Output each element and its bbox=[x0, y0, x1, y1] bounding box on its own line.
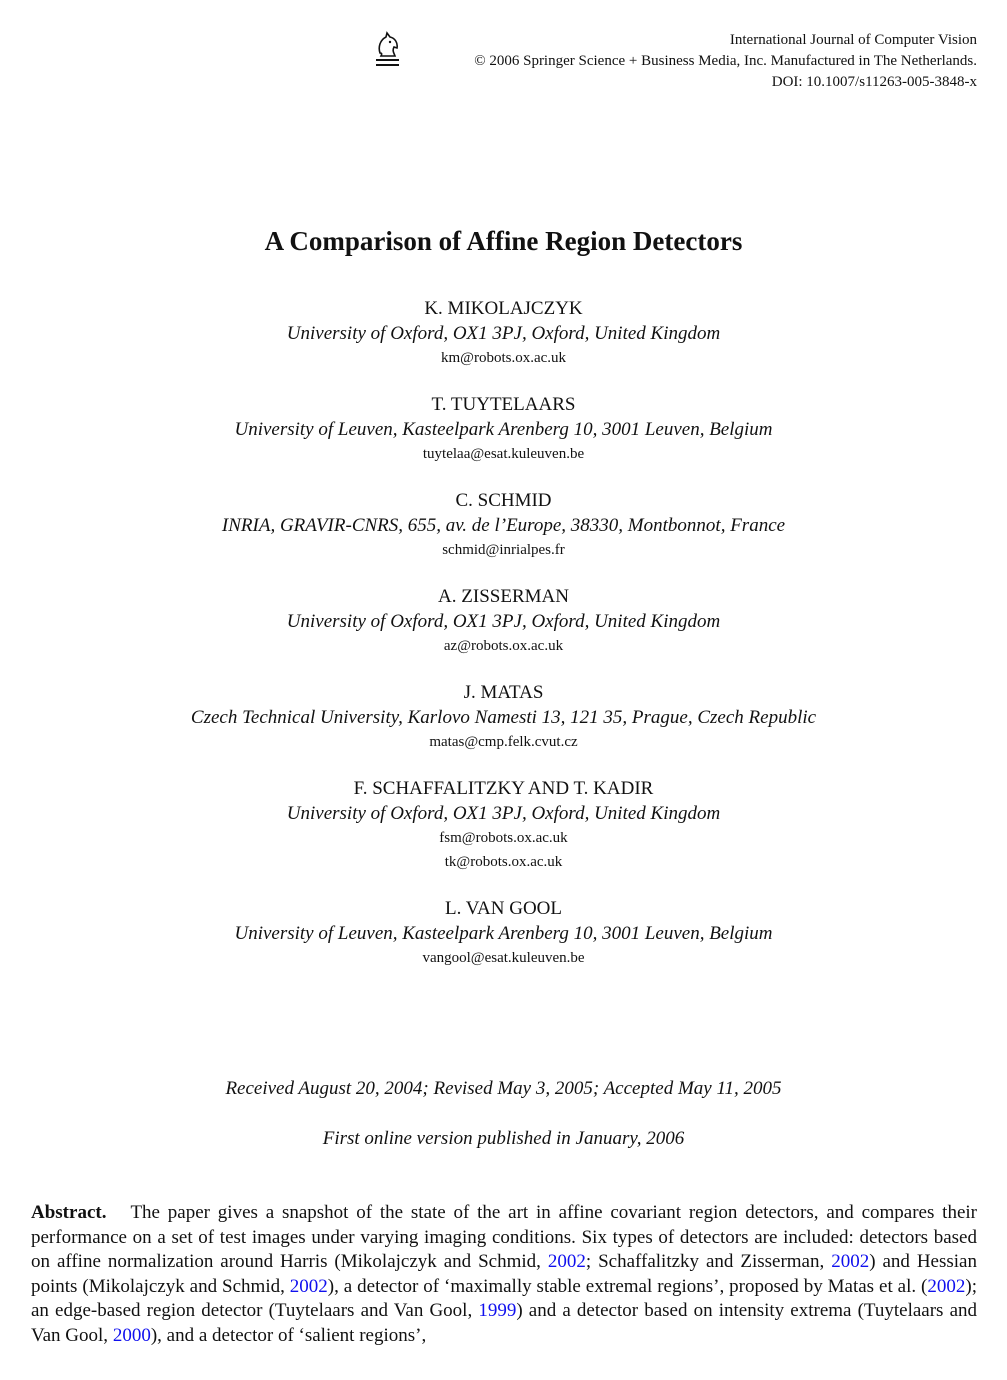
abstract-text: ) and Hessian points (Mikolajczyk and Schmid, bbox=[31, 1251, 977, 1297]
citation-link[interactable]: 2002 bbox=[831, 1251, 870, 1273]
abstract-text: ) and a detector based on intensity extrema (Tuytelaars and Van Gool, bbox=[31, 1300, 978, 1346]
author-block bbox=[0, 488, 1007, 562]
submission-history: Received August 20, 2004; Revised May 3, 2005; Accepted May 11, 2005 bbox=[225, 1078, 782, 1099]
author-block bbox=[0, 584, 1007, 658]
author-name: C. SCHMID bbox=[455, 490, 552, 511]
abstract-text: The paper gives a snapshot of the state of the art in affine covariant region detectors, and compares their performance on a set of test images under varying imaging conditions. Six types of detectors are included: detectors based on affine normalization around Harris (Mikolajczyk and Schmid, bbox=[31, 1202, 977, 1273]
abstract-label: Abstract. bbox=[31, 1202, 107, 1223]
abstract-body bbox=[31, 1202, 977, 1346]
journal-header bbox=[474, 30, 977, 93]
author-list bbox=[0, 296, 1007, 992]
author-email: tuytelaa@esat.kuleuven.be bbox=[422, 446, 585, 462]
publication-dates bbox=[0, 1076, 1007, 1152]
citation-link[interactable]: 2002 bbox=[927, 1275, 966, 1297]
citation-link[interactable]: 2002 bbox=[547, 1251, 586, 1273]
author-block bbox=[0, 296, 1007, 370]
author-affiliation: INRIA, GRAVIR-CNRS, 655, av. de l’Europe, 38330, Montbonnot, France bbox=[221, 515, 786, 536]
author-name: F. SCHAFFALITZKY AND T. KADIR bbox=[353, 778, 654, 799]
abstract-text: ); an edge-based region detector (Tuytelaars and Van Gool, bbox=[31, 1275, 977, 1322]
author-block bbox=[0, 680, 1007, 754]
author-affiliation: University of Oxford, OX1 3PJ, Oxford, United Kingdom bbox=[286, 611, 721, 632]
abstract-text: ; Schaffalitzky and Zisserman, bbox=[585, 1251, 832, 1273]
abstract-text: ), and a detector of ‘salient regions’, bbox=[150, 1324, 427, 1346]
author-name: J. MATAS bbox=[463, 682, 544, 703]
author-affiliation: University of Leuven, Kasteelpark Arenberg 10, 3001 Leuven, Belgium bbox=[234, 419, 773, 440]
abstract-text: ), a detector of ‘maximally stable extremal regions’, proposed by Matas et al. ( bbox=[327, 1275, 928, 1297]
doi-line: DOI: 10.1007/s11263-005-3848-x bbox=[771, 74, 977, 90]
author-email: fsm@robots.ox.ac.uk bbox=[439, 830, 568, 846]
author-affiliation: University of Oxford, OX1 3PJ, Oxford, United Kingdom bbox=[286, 803, 721, 824]
author-block bbox=[0, 392, 1007, 466]
citation-link[interactable]: 2002 bbox=[289, 1275, 328, 1297]
author-email: km@robots.ox.ac.uk bbox=[440, 350, 567, 366]
abstract bbox=[31, 1201, 977, 1349]
copyright-line: © 2006 Springer Science + Business Media, Inc. Manufactured in The Netherlands. bbox=[474, 53, 977, 69]
author-name: A. ZISSERMAN bbox=[438, 586, 569, 607]
author-affiliation: University of Leuven, Kasteelpark Arenberg 10, 3001 Leuven, Belgium bbox=[234, 923, 773, 944]
author-name: T. TUYTELAARS bbox=[431, 394, 576, 415]
author-affiliation: Czech Technical University, Karlovo Namesti 13, 121 35, Prague, Czech Republic bbox=[190, 707, 817, 728]
author-name: L. VAN GOOL bbox=[445, 898, 562, 919]
springer-knight-icon bbox=[372, 31, 402, 71]
online-publication: First online version published in January, 2006 bbox=[322, 1128, 685, 1149]
author-email: az@robots.ox.ac.uk bbox=[443, 638, 564, 654]
journal-name: International Journal of Computer Vision bbox=[729, 32, 977, 48]
author-name: K. MIKOLAJCZYK bbox=[424, 298, 583, 319]
paper-title: A Comparison of Affine Region Detectors bbox=[264, 226, 743, 256]
author-block bbox=[0, 776, 1007, 874]
author-affiliation: University of Oxford, OX1 3PJ, Oxford, United Kingdom bbox=[286, 323, 721, 344]
citation-link[interactable]: 1999 bbox=[478, 1300, 517, 1322]
author-email: matas@cmp.felk.cvut.cz bbox=[429, 734, 578, 750]
citation-link[interactable]: 2000 bbox=[112, 1324, 151, 1346]
author-block bbox=[0, 896, 1007, 970]
author-email: schmid@inrialpes.fr bbox=[442, 542, 565, 558]
author-email: vangool@esat.kuleuven.be bbox=[422, 950, 585, 966]
author-email: tk@robots.ox.ac.uk bbox=[444, 854, 563, 870]
